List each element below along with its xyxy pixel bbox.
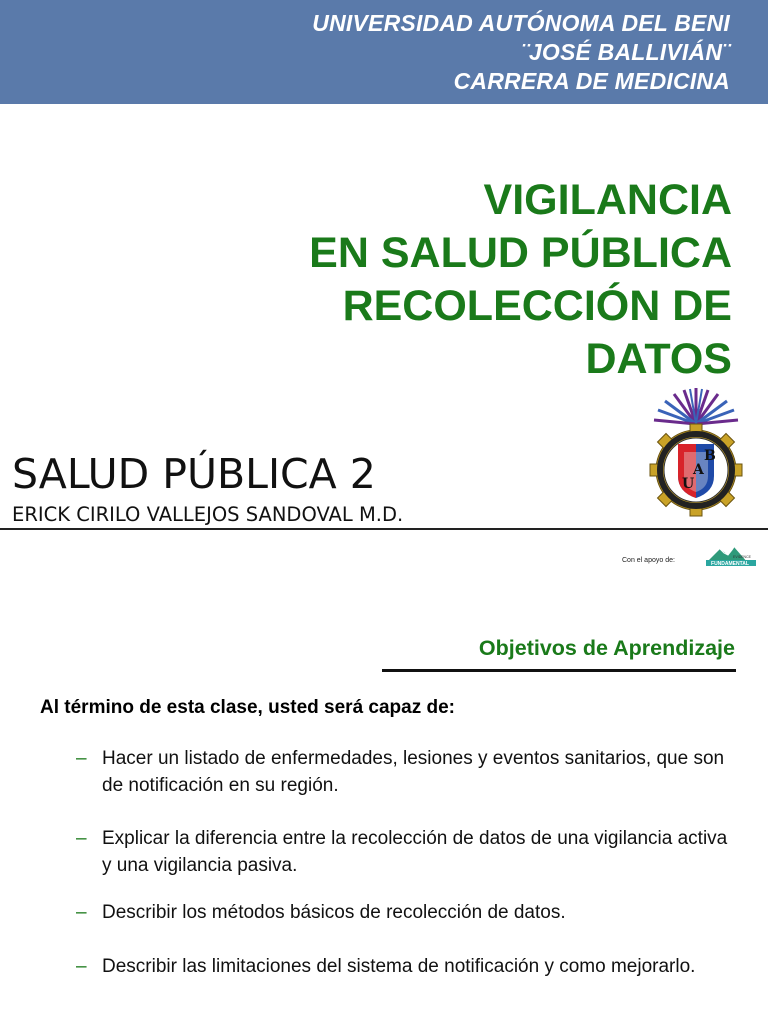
intro-text: Al término de esta clase, usted será capaz de:: [40, 697, 456, 718]
support-label: Con el apoyo de:: [622, 557, 675, 564]
section-heading: Objetivos de Aprendizaje: [478, 636, 735, 660]
logo-letter-a: A: [693, 462, 704, 478]
author-name: ERICK CIRILO VALLEJOS SANDOVAL M.D.: [12, 503, 404, 526]
course-title: SALUD PÚBLICA 2: [12, 450, 376, 498]
objective-item: [76, 745, 736, 799]
university-header: [0, 0, 768, 104]
dash-bullet: –: [76, 956, 87, 977]
logo-letter-b: B: [704, 448, 716, 464]
objective-item: [76, 949, 736, 984]
presentation-title: [172, 174, 732, 386]
objective-text: Describir los métodos básicos de recolección de datos.: [102, 902, 566, 923]
objective-text: Explicar la diferencia entre la recolección de datos de una vigilancia activa y una vigilancia pasiva.: [102, 828, 728, 876]
title-line-3: RECOLECCIÓN DE: [342, 282, 732, 330]
objective-item: [76, 899, 736, 926]
objective-item: [76, 825, 736, 879]
objective-text: Hacer un listado de enfermedades, lesiones y eventos sanitarios, que son de notificación en su región.: [102, 748, 725, 796]
sponsor-line-1: EVIDENCE: [733, 555, 751, 559]
header-line-name: ¨JOSÉ BALLIVIÁN¨: [521, 38, 730, 65]
header-line-university: UNIVERSIDAD AUTÓNOMA DEL BENI: [312, 9, 730, 36]
title-line-2: EN SALUD PÚBLICA: [309, 229, 732, 277]
title-line-4: DATOS: [585, 335, 732, 383]
dash-bullet: –: [76, 828, 87, 849]
header-line-career: CARRERA DE MEDICINA: [453, 67, 730, 94]
sponsor-line-2: FUNDAMENTAL: [711, 561, 749, 567]
objective-text: Describir las limitaciones del sistema de notificación y como mejorarlo.: [102, 956, 696, 977]
title-line-1: VIGILANCIA: [483, 176, 732, 224]
university-logo: [644, 384, 748, 526]
dash-bullet: –: [76, 902, 87, 923]
heading-underline: [382, 669, 736, 672]
dash-bullet: –: [76, 748, 87, 769]
sponsor-logo: [702, 541, 760, 571]
logo-rays: [654, 388, 738, 424]
slide-divider: [0, 528, 768, 530]
logo-letter-u: U: [682, 476, 695, 492]
